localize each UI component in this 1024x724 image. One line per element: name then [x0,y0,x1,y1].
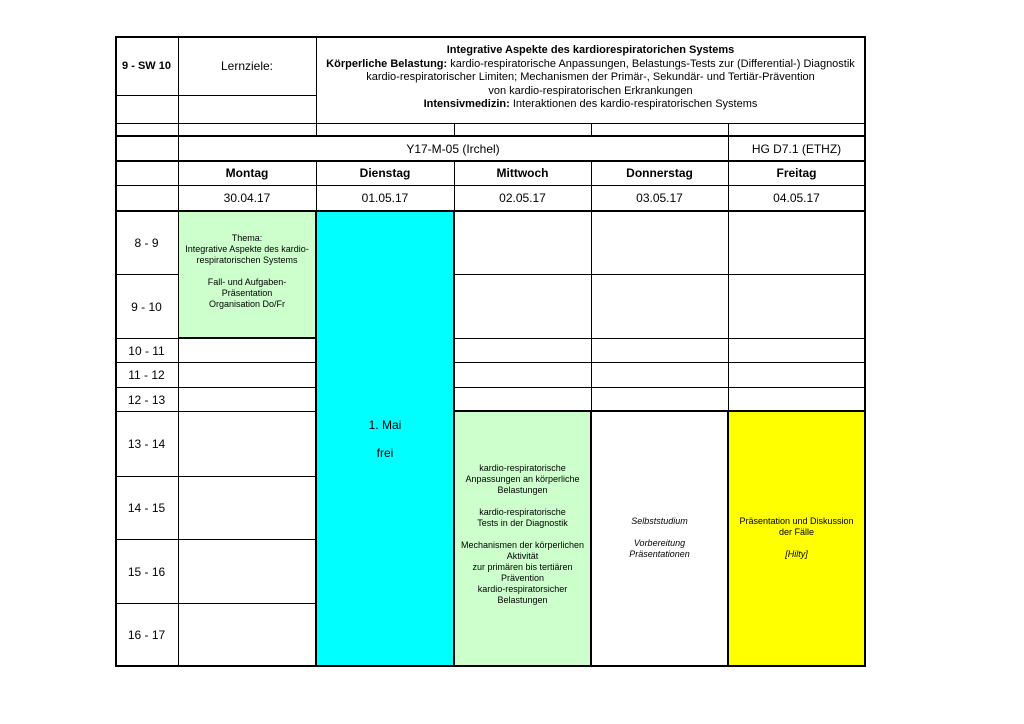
grid-line [454,362,865,363]
date-friday: 04.05.17 [773,191,820,205]
border-right [864,36,866,667]
day-wednesday: Mittwoch [496,166,549,180]
time-slot: 10 - 11 [128,343,165,358]
time-slot: 16 - 17 [127,627,166,642]
tuesday-event-text [316,418,454,468]
learning-objectives [316,44,865,124]
objectives-line-4: von kardio-respiratorischen Erkrankungen [488,84,693,97]
grid-line [178,36,179,666]
room-right: HG D7.1 (ETHZ) [751,141,842,156]
monday-event-text: Thema: Integrative Aspekte des kardio- respiratorischen Systems Fall- und Aufgaben- Präsentation Organisation Do/Fr [185,233,309,309]
wednesday-event-text: kardio-respiratorische Anpassungen an körperliche Belastungen kardio-respiratorische Tests in der Diagnostik Mechanismen der körperlichen Aktivität zur primären bis tertiären Prävention kardio-respiratorsicher Belastungen [460,463,585,605]
objectives-title: Integrative Aspekte des kardiorespiratorichen Systems [446,44,735,56]
time-slot: 13 - 14 [127,437,166,451]
day-tuesday: Dienstag [359,166,411,180]
intensiv-text: Interaktionen des kardio-respiratorischen Systems [509,98,758,110]
grid-line [454,338,865,339]
date-thursday: 03.05.17 [636,191,683,205]
grid-line [454,274,865,275]
day-friday: Freitag [776,166,817,180]
time-slot: 12 - 13 [127,392,166,407]
room-left: Y17-M-05 (Irchel) [406,141,500,156]
tuesday-event-line-1: 1. Mai [368,418,402,432]
day-thursday: Donnerstag [626,166,693,180]
time-slot: 11 - 12 [128,368,165,382]
grid-line [454,410,865,412]
week-label: 9 - SW 10 [122,59,171,72]
time-slot: 14 - 15 [127,501,166,515]
tuesday-event-line-2: frei [376,446,394,460]
thursday-event-text: Selbststudium Vorbereitung Präsentationen [629,516,690,559]
grid-line [454,387,865,388]
time-slot: 9 - 10 [131,299,162,314]
time-slot: 8 - 9 [134,235,159,250]
date-wednesday: 02.05.17 [499,191,546,205]
grid-line [115,210,865,212]
friday-event-text [728,516,865,566]
time-slot: 15 - 16 [127,564,166,579]
friday-event-line-1: Präsentation und Diskussion der Fälle [739,516,854,537]
objectives-line-3: kardio-respiratorischer Limiten; Mechanismen der Primär-, Sekundär- und Tertiär-Prävention [366,71,815,83]
lernziele-label: Lernziele: [220,58,274,73]
koerperlich-text: kardio-respiratorische Anpassungen, Belastungs-Tests zur (Differential-) Diagnostik [447,57,855,70]
date-tuesday: 01.05.17 [361,191,409,205]
grid-line [115,95,316,96]
objectives-line-5 [316,98,865,112]
friday-event-line-2: [Hilty] [785,549,808,559]
date-monday: 30.04.17 [223,191,271,205]
grid-line [178,337,316,339]
koerperlich-label: Körperliche Belastung: [326,57,448,70]
objectives-line-2 [316,58,865,72]
day-monday: Montag [225,166,269,180]
intensiv-label: Intensivmedizin: [423,98,510,110]
border-bottom [115,665,866,667]
